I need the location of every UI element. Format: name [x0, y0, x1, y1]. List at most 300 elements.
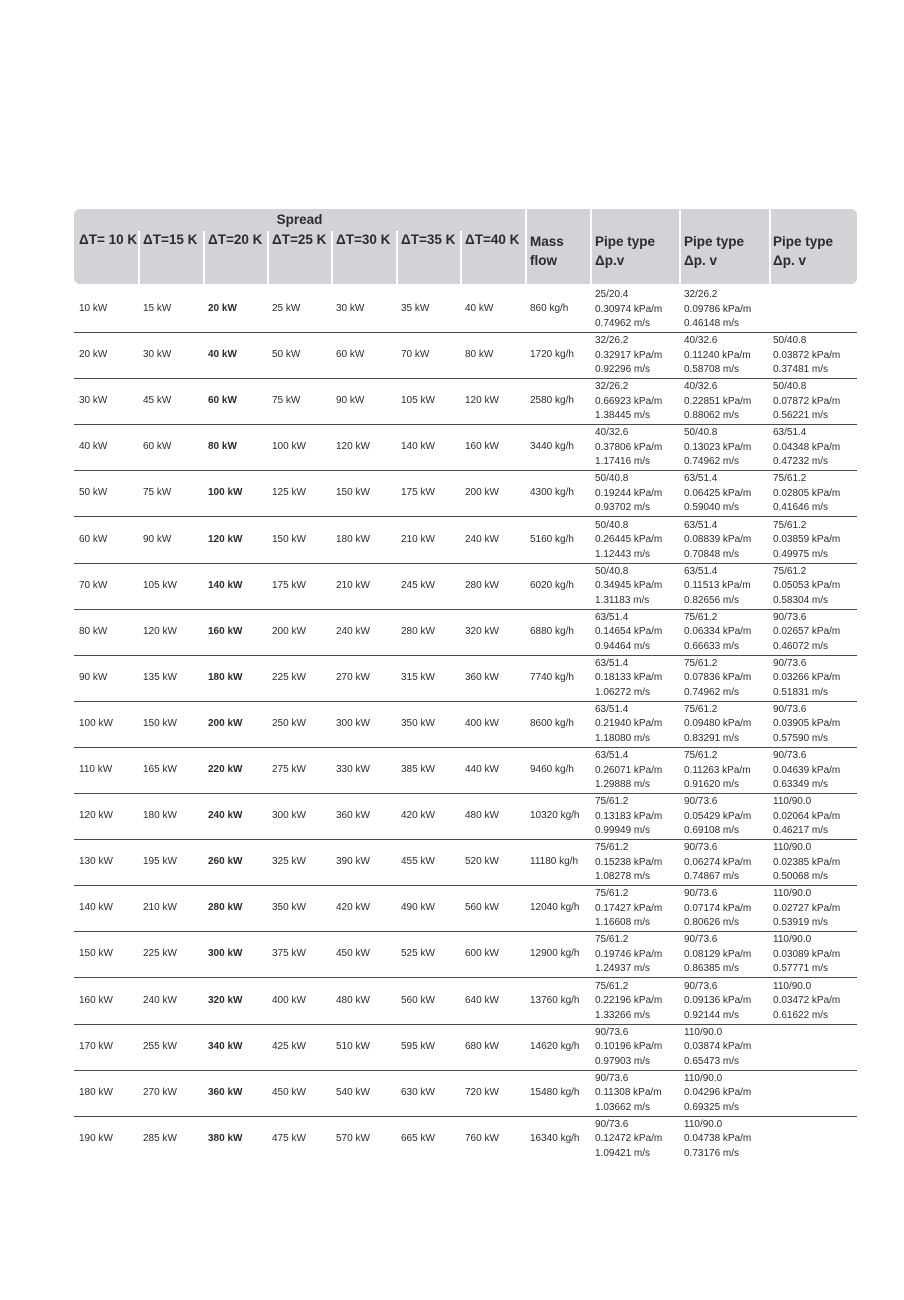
pipe-type-1-label: [595, 232, 655, 270]
power-cell: 120 kW: [465, 395, 499, 407]
power-cell: 260 kW: [208, 856, 243, 868]
power-cell: 360 kW: [336, 810, 370, 822]
pipe-type-cell: [684, 519, 751, 563]
power-cell: 165 kW: [143, 764, 177, 775]
pipe-type-cell: [684, 380, 751, 424]
pipe-type-cell: [773, 887, 840, 931]
pipe-type-line: 90/73.6: [684, 934, 718, 946]
power-cell: 125 kW: [272, 487, 306, 499]
pipe-type-cell: [684, 657, 751, 701]
power-cell: 390 kW: [336, 856, 370, 868]
pipe-type-line: 0.56221 m/s: [773, 410, 829, 422]
pipe-type-cell: [773, 657, 840, 701]
mass-flow-cell: 6880 kg/h: [530, 625, 574, 637]
pipe-type-line: 0.11308 kPa/m: [595, 1087, 662, 1099]
power-cell: 180 kW: [208, 671, 243, 683]
pipe-type-line: 1.16608 m/s: [595, 917, 651, 929]
pipe-type-line: 110/90.0: [773, 842, 812, 854]
pipe-type-cell: [773, 519, 840, 563]
power-cell: 560 kW: [401, 994, 435, 1006]
mass-flow-cell: 2580 kg/h: [530, 395, 574, 407]
pipe-type-line: 0.03472 kPa/m: [773, 995, 841, 1006]
pipe-type-line: 0.61622 m/s: [773, 1009, 829, 1021]
power-cell: 560 kW: [465, 902, 499, 914]
pipe-type-line: 50/40.8: [773, 335, 807, 347]
pipe-type-line: 0.91620 m/s: [684, 779, 740, 790]
power-cell: 250 kW: [272, 717, 306, 729]
pipe-type-cell: [684, 611, 751, 655]
power-cell: 200 kW: [465, 487, 499, 499]
power-cell: 190 kW: [79, 1132, 113, 1144]
power-cell: 90 kW: [336, 395, 365, 407]
mass-flow-cell: 8600 kg/h: [530, 717, 574, 729]
pipe-type-cell: [595, 703, 662, 747]
column-divider: [138, 231, 140, 284]
pipe-type-cell: [595, 933, 662, 977]
pipe-type-line: 0.57590 m/s: [773, 732, 829, 744]
dt-20-label: ΔT=20 K: [208, 232, 263, 247]
power-cell: 225 kW: [272, 671, 306, 683]
table-row: [74, 517, 857, 564]
power-cell: 110 kW: [79, 764, 113, 775]
pipe-type-line: 1.17416 m/s: [595, 456, 651, 468]
pipe-type-line: 75/61.2: [773, 565, 807, 577]
pipe-type-line: 90/73.6: [684, 796, 718, 808]
mass-flow-cell: 13760 kg/h: [530, 994, 580, 1006]
power-cell: 160 kW: [79, 994, 113, 1006]
pipe-type-line: 0.12472 kPa/m: [595, 1133, 663, 1145]
power-cell: 520 kW: [465, 856, 499, 868]
power-cell: 510 kW: [336, 1040, 370, 1052]
power-cell: 40 kW: [465, 303, 494, 314]
pipe-type-line: 90/73.6: [684, 888, 718, 900]
pipe-type-line: 0.63349 m/s: [773, 779, 829, 790]
table-row: [74, 378, 857, 425]
power-cell: 180 kW: [336, 533, 370, 545]
pipe-type-line: 0.57771 m/s: [773, 963, 829, 975]
dt-30-label: ΔT=30 K: [336, 232, 391, 247]
power-cell: 175 kW: [401, 487, 435, 499]
table-row: [74, 286, 857, 333]
pipe-type-cell: [595, 1118, 662, 1162]
pipe-type-line: 63/51.4: [684, 473, 718, 485]
pipe-type-1-line1: Pipe type: [595, 234, 656, 249]
pipe-type-cell: [684, 933, 751, 977]
pipe-type-line: 0.17427 kPa/m: [595, 902, 663, 914]
table-row: [74, 563, 857, 610]
power-cell: 360 kW: [208, 1086, 243, 1098]
pipe-type-line: 110/90.0: [684, 1118, 723, 1130]
power-cell: 280 kW: [208, 902, 243, 914]
table-row: [74, 1024, 857, 1071]
mass-flow-cell: 12040 kg/h: [530, 902, 580, 914]
power-cell: 350 kW: [401, 717, 435, 729]
power-cell: 150 kW: [272, 533, 306, 545]
pipe-type-cell: [595, 519, 662, 563]
power-cell: 330 kW: [336, 764, 370, 775]
pipe-type-line: 40/32.6: [684, 381, 718, 393]
pipe-type-line: 0.13023 kPa/m: [684, 441, 752, 453]
power-cell: 375 kW: [272, 948, 306, 960]
pipe-type-line: 0.02805 kPa/m: [773, 487, 841, 499]
pipe-type-line: 0.08129 kPa/m: [684, 948, 752, 960]
pipe-type-line: 63/51.4: [773, 427, 807, 439]
power-cell: 30 kW: [143, 349, 172, 361]
power-cell: 270 kW: [143, 1086, 177, 1098]
pipe-type-line: 63/51.4: [595, 750, 629, 761]
pipe-type-line: 0.41646 m/s: [773, 502, 829, 514]
pipe-type-line: 75/61.2: [595, 934, 629, 946]
power-cell: 20 kW: [79, 349, 108, 361]
pipe-type-2-label: [684, 232, 744, 270]
power-cell: 270 kW: [336, 671, 370, 683]
mass-flow-cell: 860 kg/h: [530, 303, 569, 314]
pipe-type-cell: [684, 749, 751, 793]
pipe-type-line: 63/51.4: [595, 703, 629, 715]
power-cell: 525 kW: [401, 948, 435, 960]
pipe-type-line: 0.37806 kPa/m: [595, 441, 663, 453]
pipe-type-cell: [773, 380, 840, 424]
pipe-type-line: 0.69108 m/s: [684, 825, 740, 837]
power-cell: 15 kW: [143, 303, 172, 314]
power-cell: 320 kW: [208, 994, 243, 1006]
table-row: [74, 885, 857, 932]
pipe-type-line: 90/73.6: [684, 980, 718, 992]
pipe-type-line: 75/61.2: [773, 519, 807, 531]
power-cell: 200 kW: [272, 625, 306, 637]
pipe-type-line: 0.03859 kPa/m: [773, 534, 841, 545]
power-cell: 20 kW: [208, 303, 237, 314]
pipe-type-line: 0.74962 m/s: [684, 686, 740, 698]
pipe-type-line: 0.94464 m/s: [595, 640, 651, 652]
power-cell: 90 kW: [79, 671, 108, 683]
pipe-type-line: 0.80626 m/s: [684, 917, 740, 929]
pipe-type-cell: [595, 887, 662, 931]
dt-10-label: ΔT= 10 K: [79, 232, 138, 247]
pipe-type-line: 0.02385 kPa/m: [773, 856, 841, 868]
mass-flow-cell: 4300 kg/h: [530, 487, 574, 499]
pipe-type-line: 0.02727 kPa/m: [773, 902, 841, 914]
power-cell: 760 kW: [465, 1132, 499, 1144]
pipe-type-3-line2: Δp. v: [773, 253, 806, 268]
pipe-type-line: 0.26445 kPa/m: [595, 534, 663, 545]
pipe-type-cell: [773, 933, 840, 977]
pipe-type-line: 75/61.2: [595, 888, 629, 900]
pipe-type-cell: [595, 565, 662, 609]
pipe-type-cell: [773, 611, 840, 655]
power-cell: 440 kW: [465, 764, 499, 775]
power-cell: 200 kW: [208, 717, 243, 729]
dt-40-label: ΔT=40 K: [465, 232, 520, 247]
pipe-type-cell: [684, 565, 751, 609]
power-cell: 315 kW: [401, 671, 435, 683]
pipe-type-line: 75/61.2: [595, 842, 629, 854]
pipe-type-line: 0.22196 kPa/m: [595, 995, 663, 1006]
pipe-type-line: 0.09480 kPa/m: [684, 718, 752, 730]
table-row: [74, 1070, 857, 1117]
power-cell: 150 kW: [79, 948, 113, 960]
power-cell: 35 kW: [401, 303, 430, 314]
pipe-type-line: 0.74962 m/s: [595, 318, 651, 329]
pipe-type-line: 0.88062 m/s: [684, 410, 740, 422]
pipe-type-line: 90/73.6: [773, 750, 807, 761]
power-cell: 40 kW: [79, 441, 108, 453]
pipe-type-cell: [773, 749, 840, 793]
power-cell: 450 kW: [272, 1086, 306, 1098]
power-cell: 60 kW: [208, 395, 237, 407]
pipe-type-line: 90/73.6: [595, 1026, 629, 1038]
power-cell: 140 kW: [401, 441, 435, 453]
pipe-type-2-line2: Δp. v: [684, 253, 717, 268]
power-cell: 600 kW: [465, 948, 499, 960]
pipe-type-line: 0.02064 kPa/m: [773, 810, 841, 822]
power-cell: 160 kW: [465, 441, 499, 453]
table-row: [74, 332, 857, 379]
power-cell: 425 kW: [272, 1040, 306, 1052]
pipe-type-cell: [595, 472, 662, 516]
power-cell: 80 kW: [79, 625, 108, 637]
power-cell: 380 kW: [208, 1132, 243, 1144]
power-cell: 720 kW: [465, 1086, 499, 1098]
dt-15-label: ΔT=15 K: [143, 232, 198, 247]
pipe-type-line: 75/61.2: [684, 750, 718, 761]
power-cell: 455 kW: [401, 856, 435, 868]
pipe-type-line: 0.37481 m/s: [773, 364, 829, 376]
pipe-type-line: 1.03662 m/s: [595, 1101, 651, 1113]
power-cell: 100 kW: [79, 717, 113, 729]
pipe-type-line: 0.07836 kPa/m: [684, 672, 752, 684]
pipe-type-line: 0.18133 kPa/m: [595, 672, 663, 684]
power-cell: 25 kW: [272, 303, 301, 314]
pipe-type-cell: [595, 841, 662, 885]
power-cell: 50 kW: [79, 487, 108, 499]
pipe-type-line: 0.46217 m/s: [773, 825, 829, 837]
pipe-type-line: 0.46072 m/s: [773, 640, 829, 652]
pipe-type-cell: [773, 426, 840, 470]
pipe-type-line: 32/26.2: [684, 289, 718, 300]
pipe-type-line: 0.15238 kPa/m: [595, 856, 663, 868]
pipe-type-cell: [684, 703, 751, 747]
pipe-type-cell: [595, 334, 662, 378]
pipe-type-line: 40/32.6: [595, 427, 629, 439]
table-row: [74, 1116, 857, 1162]
pipe-type-cell: [773, 472, 840, 516]
power-cell: 130 kW: [79, 856, 113, 868]
pipe-type-line: 0.05053 kPa/m: [773, 580, 841, 592]
pipe-type-line: 0.47232 m/s: [773, 456, 829, 468]
pipe-type-line: 0.73176 m/s: [684, 1147, 740, 1159]
pipe-type-cell: [684, 1118, 751, 1162]
pipe-type-line: 63/51.4: [595, 611, 629, 623]
pipe-type-cell: [684, 426, 751, 470]
pipe-type-line: 1.33266 m/s: [595, 1009, 651, 1021]
power-cell: 595 kW: [401, 1040, 435, 1052]
pipe-type-line: 75/61.2: [595, 980, 629, 992]
pipe-type-line: 0.03905 kPa/m: [773, 718, 841, 730]
power-cell: 105 kW: [401, 395, 435, 407]
power-cell: 80 kW: [208, 441, 237, 453]
table-row: [74, 424, 857, 471]
pipe-type-cell: [684, 288, 751, 332]
mass-flow-cell: 6020 kg/h: [530, 579, 574, 591]
pipe-type-line: 0.06425 kPa/m: [684, 487, 752, 499]
pipe-type-line: 0.30974 kPa/m: [595, 303, 663, 315]
pipe-type-line: 0.99949 m/s: [595, 825, 651, 837]
power-cell: 210 kW: [401, 533, 435, 545]
mass-flow-label: [530, 232, 564, 270]
pipe-type-line: 0.93702 m/s: [595, 502, 651, 514]
pipe-type-line: 0.14654 kPa/m: [595, 626, 663, 638]
column-divider: [331, 231, 333, 284]
pipe-type-line: 0.82656 m/s: [684, 594, 740, 606]
power-cell: 225 kW: [143, 948, 177, 960]
column-divider: [396, 231, 398, 284]
power-cell: 240 kW: [336, 625, 370, 637]
power-cell: 140 kW: [208, 579, 243, 591]
power-cell: 280 kW: [401, 625, 435, 637]
pipe-type-line: 0.13183 kPa/m: [595, 810, 663, 822]
pipe-type-line: 0.50068 m/s: [773, 871, 829, 883]
power-cell: 240 kW: [143, 994, 177, 1006]
pipe-type-line: 63/51.4: [684, 565, 718, 577]
pipe-type-line: 110/90.0: [773, 980, 812, 992]
pipe-type-line: 0.03872 kPa/m: [773, 349, 841, 361]
pipe-type-cell: [773, 841, 840, 885]
power-cell: 400 kW: [272, 994, 306, 1006]
pipe-type-line: 75/61.2: [684, 611, 718, 623]
table-row: [74, 793, 857, 840]
pipe-type-line: 0.58708 m/s: [684, 364, 740, 376]
pipe-type-cell: [595, 657, 662, 701]
pipe-type-line: 1.09421 m/s: [595, 1147, 651, 1159]
pipe-type-cell: [773, 334, 840, 378]
pipe-type-cell: [684, 1026, 751, 1070]
table-row: [74, 747, 857, 794]
pipe-type-line: 0.07174 kPa/m: [684, 902, 752, 914]
mass-flow-cell: 10320 kg/h: [530, 810, 580, 822]
pipe-type-line: 0.06334 kPa/m: [684, 626, 752, 638]
pipe-type-line: 90/73.6: [773, 703, 807, 715]
pipe-type-line: 0.74867 m/s: [684, 871, 740, 883]
power-cell: 120 kW: [208, 533, 243, 545]
power-cell: 275 kW: [272, 764, 306, 775]
pipe-type-line: 32/26.2: [595, 335, 629, 347]
power-cell: 255 kW: [143, 1040, 177, 1052]
power-cell: 300 kW: [272, 810, 306, 822]
power-cell: 80 kW: [465, 349, 494, 361]
pipe-type-cell: [684, 841, 751, 885]
pipe-type-line: 0.74962 m/s: [684, 456, 740, 468]
pipe-type-line: 0.19244 kPa/m: [595, 487, 663, 499]
table-row: [74, 470, 857, 517]
pipe-type-line: 0.49975 m/s: [773, 548, 829, 560]
power-cell: 240 kW: [208, 810, 243, 822]
column-divider: [460, 231, 462, 284]
pipe-type-line: 32/26.2: [595, 381, 629, 393]
table-row: [74, 655, 857, 702]
pipe-type-line: 75/61.2: [773, 473, 807, 485]
pipe-type-line: 0.97903 m/s: [595, 1055, 651, 1067]
pipe-type-line: 110/90.0: [773, 934, 812, 946]
power-cell: 100 kW: [272, 441, 306, 453]
pipe-type-line: 0.59040 m/s: [684, 502, 740, 514]
mass-flow-cell: 5160 kg/h: [530, 533, 574, 545]
pipe-type-line: 90/73.6: [595, 1072, 629, 1084]
mass-flow-cell: 3440 kg/h: [530, 441, 574, 453]
power-cell: 150 kW: [143, 717, 177, 729]
power-cell: 640 kW: [465, 994, 499, 1006]
pipe-type-line: 90/73.6: [773, 611, 807, 623]
power-cell: 50 kW: [272, 349, 301, 361]
pipe-type-line: 1.12443 m/s: [595, 548, 651, 560]
pipe-type-line: 0.03089 kPa/m: [773, 948, 841, 960]
pipe-type-line: 75/61.2: [684, 657, 718, 669]
pipe-type-line: 0.92296 m/s: [595, 364, 651, 376]
pipe-type-line: 75/61.2: [595, 796, 629, 808]
pipe-type-cell: [684, 795, 751, 839]
pipe-type-cell: [595, 380, 662, 424]
pipe-type-line: 0.04738 kPa/m: [684, 1133, 752, 1145]
pipe-type-line: 1.06272 m/s: [595, 686, 651, 698]
pipe-type-line: 50/40.8: [595, 519, 629, 531]
pipe-type-cell: [684, 887, 751, 931]
mass-flow-cell: 9460 kg/h: [530, 764, 574, 775]
power-cell: 245 kW: [401, 579, 435, 591]
pipe-type-line: 0.04296 kPa/m: [684, 1087, 752, 1099]
pipe-type-line: 1.08278 m/s: [595, 871, 651, 883]
mass-flow-cell: 15480 kg/h: [530, 1086, 580, 1098]
pipe-type-line: 50/40.8: [595, 565, 629, 577]
pipe-type-cell: [773, 980, 840, 1024]
power-cell: 475 kW: [272, 1132, 306, 1144]
power-cell: 285 kW: [143, 1132, 177, 1144]
pipe-type-line: 0.34945 kPa/m: [595, 580, 663, 592]
power-cell: 325 kW: [272, 856, 306, 868]
power-cell: 540 kW: [336, 1086, 370, 1098]
power-cell: 300 kW: [336, 717, 370, 729]
power-cell: 45 kW: [143, 395, 172, 407]
power-cell: 180 kW: [79, 1086, 113, 1098]
mass-flow-label-line1: Mass: [530, 234, 564, 249]
power-cell: 360 kW: [465, 671, 499, 683]
column-divider: [267, 231, 269, 284]
pipe-type-line: 63/51.4: [684, 519, 718, 531]
power-cell: 340 kW: [208, 1040, 243, 1052]
pipe-type-cell: [684, 980, 751, 1024]
pipe-type-cell: [595, 611, 662, 655]
pipe-type-line: 0.07872 kPa/m: [773, 395, 841, 407]
pipe-type-line: 0.04639 kPa/m: [773, 764, 841, 776]
mass-flow-cell: 12900 kg/h: [530, 948, 580, 960]
pipe-type-line: 0.66633 m/s: [684, 640, 740, 652]
pipe-type-line: 0.26071 kPa/m: [595, 764, 663, 776]
mass-flow-cell: 7740 kg/h: [530, 671, 574, 683]
pipe-type-cell: [595, 795, 662, 839]
pipe-type-line: 90/73.6: [595, 1118, 629, 1130]
power-cell: 135 kW: [143, 671, 177, 683]
power-cell: 195 kW: [143, 856, 177, 868]
pipe-type-line: 0.32917 kPa/m: [595, 349, 663, 361]
power-cell: 220 kW: [208, 764, 243, 775]
pipe-type-line: 0.02657 kPa/m: [773, 626, 841, 638]
power-cell: 140 kW: [79, 902, 113, 914]
table-row: [74, 839, 857, 886]
pipe-type-line: 0.21940 kPa/m: [595, 718, 663, 730]
pipe-type-cell: [684, 334, 751, 378]
power-cell: 210 kW: [336, 579, 370, 591]
pipe-type-line: 50/40.8: [595, 473, 629, 485]
table-row: [74, 609, 857, 656]
